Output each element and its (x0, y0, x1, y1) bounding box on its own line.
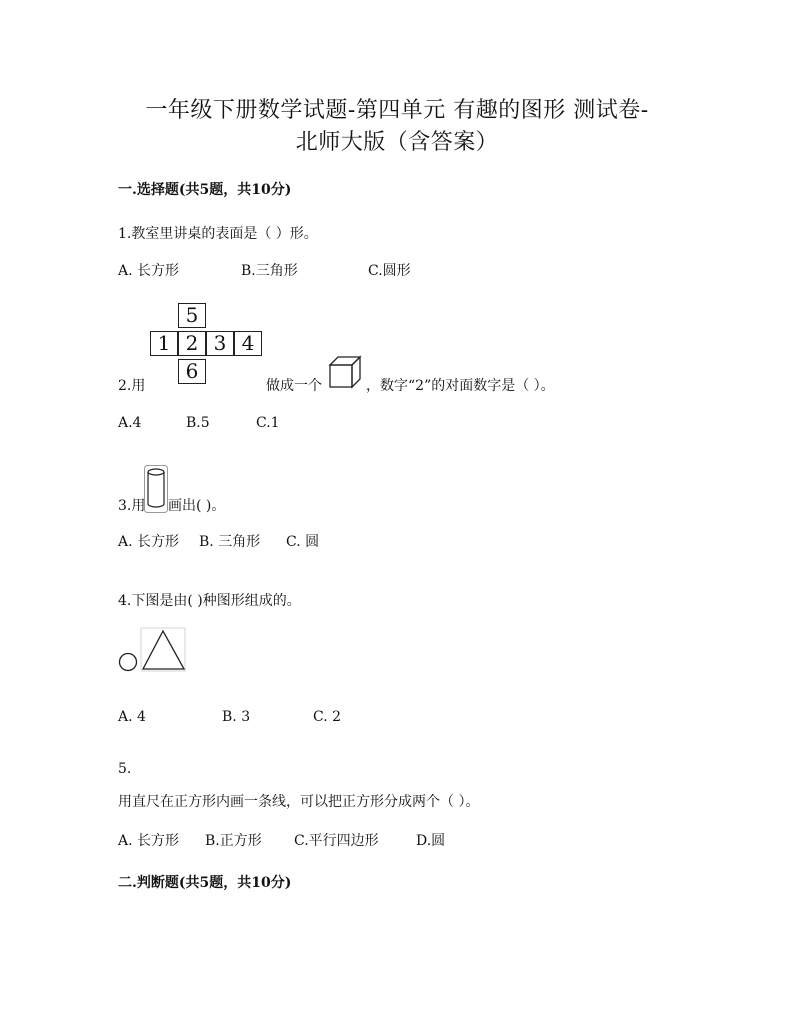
cube-net-cell-6: 6 (178, 359, 206, 384)
question-5-option-a: A. 长方形 (118, 833, 180, 849)
cylinder-icon (144, 465, 168, 513)
page-title-line-2: 北师大版（含答案） (295, 130, 499, 155)
page-title-line-1: 一年级下册数学试题-第四单元 有趣的图形 测试卷- (145, 98, 649, 123)
question-5-number: 5. (118, 761, 132, 777)
triangle-shape (143, 631, 184, 669)
cube-net-cell-5: 5 (178, 303, 206, 328)
question-3-option-b: B. 三角形 (199, 534, 261, 550)
question-2-prefix: 2.用 (118, 378, 146, 394)
question-5-text: 用直尺在正方形内画一条线，可以把正方形分成两个（ ）。 (118, 794, 480, 810)
question-1-option-b: B.三角形 (241, 263, 298, 279)
question-2-option-c: C.1 (256, 415, 280, 431)
cube-icon (327, 354, 363, 390)
question-5-option-b: B.正方形 (205, 833, 262, 849)
question-4-option-b: B. 3 (222, 709, 251, 725)
question-2-option-a: A.4 (118, 415, 142, 431)
question-3-prefix: 3.用 (118, 498, 146, 514)
question-5-option-c: C.平行四边形 (294, 833, 379, 849)
cube-net-cell-4: 4 (234, 331, 262, 356)
question-5-option-d: D.圆 (416, 833, 446, 849)
question-1-option-c: C.圆形 (368, 263, 411, 279)
question-4-option-a: A. 4 (118, 709, 146, 725)
cube-net-figure (148, 303, 264, 387)
question-1-text: 1.教室里讲桌的表面是（ ）形。 (118, 226, 318, 242)
question-2-option-b: B.5 (186, 415, 210, 431)
section-heading-judgement: 二.判断题(共5题，共10分) (118, 875, 292, 891)
shapes-figure (118, 626, 188, 672)
question-2-suffix: ，数字“2”的对面数字是（ ）。 (366, 378, 555, 394)
question-4-option-c: C. 2 (313, 709, 342, 725)
circle-shape (120, 654, 137, 671)
cube-net-cell-2: 2 (178, 331, 206, 356)
cube-net-cell-1: 1 (150, 331, 178, 356)
cube-net-cell-3: 3 (206, 331, 234, 356)
question-4-text: 4.下图是由( )种图形组成的。 (118, 593, 301, 609)
section-heading-choice: 一.选择题(共5题，共10分) (118, 182, 292, 198)
question-3-option-a: A. 长方形 (118, 534, 180, 550)
question-3-suffix: 画出( )。 (168, 498, 226, 514)
question-1-option-a: A. 长方形 (118, 263, 180, 279)
question-2-middle: 做成一个 (266, 378, 322, 394)
question-3-option-c: C. 圆 (286, 534, 320, 550)
